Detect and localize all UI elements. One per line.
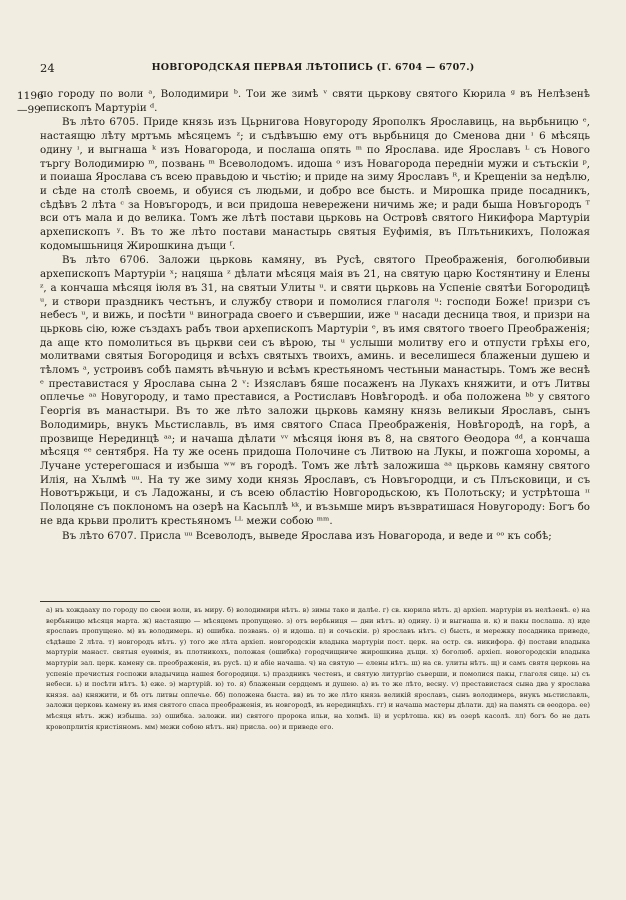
footnote-divider [40,601,160,602]
paragraph: Въ лѣто 6706. Заложи цьрковь камяну, въ Русѣ, святого Преображенія, боголюбивыи архепископъ Мартурiи ˣ; нацяша ᶻ дѣлати мѣсяця маія въ 21, на святую царю Костянтину и Елены ᶻ, а кончаша мѣсяця iюля въ 31, на святыи Улиты ᵘ. и святи цьрковь на Успеніе святѣи Богородицѣ ᵘ, и створи праздникъ честьнъ, и службу створи и помолися глаголя ᵘ: господи Боже! призри съ небесъ ᵘ, и вижь, и посѣти ᵘ винограда своего и съвершии, иже ᵘ насади десница твоя, и призри на цьрковь сію, юже създахъ рабъ твои архепископъ Мартурiи ᵉ, въ имя святого твоего Преображенія; да аще кто помолиться въ цьркви сеи съ вѣрою, ты ᵘ услыши молитву его и отпусти грѣхы его, молитвами святыя Богородиця и всѣхъ святыхъ твоихъ, аминь. и веселишеся блаженыи душею и тѣломъ ᵃ, устроивъ собѣ память вѣчьную и всѣмъ крестьяномъ честьныи манастырь. Томъ же веснѣ ᵉ преставистася у Ярослава сына 2 ᵛ: Изяславъ бяше посаженъ на Лукахъ княжити, и отъ Литвы оплечье ᵃᵃ Новугороду, и тамо преставися, а Ростиславъ Новѣгородѣ. и оба положена ᵇᵇ у святого Георгія въ манастыри. Въ то же лѣто заложи цьрковь камяну князь великыи Ярославъ, сынъ Володимирь, внукъ Мьстиславль, въ имя святого Спаса Преображенія, Новѣгородѣ, на горѣ, а прозвище Нерединцѣ ᵃᵃ; и начаша дѣлати ᵛᵛ мѣсяця iюня въ 8, на святого Ѳеодора ᵈᵈ, а кончаша мѣсяця ᵉᵉ сентября. На ту же осень придоша Полочине съ Литвою на Лукы, и пожгоша хоромы, а Лучане устерегошася и избыша ʷʷ въ городѣ. Томъ же лѣтѣ заложиша ᵃᵃ цьрковь камяну святого Илія, на Хълмѣ ᵘᵘ. На ту же зиму ходи князь Ярославъ, съ Новъгородци, и съ Плъсковици, и съ Новотържьци, и съ Ладожаны, и съ всею областію Новгородьскою, къ Полотьску; и устрѣтоша ᶦᶦ Полоцяне съ поклономъ на озерѣ на Касьплѣ ᵏᵏ, и възьмше миръ възвратишася Новугороду: Богъ бо не вда крьви пролитъ крестьяномъ ᴸᴸ межи собою ᵐᵐ. [40,254,590,527]
page-number: 24 [40,61,55,75]
page-header [40,61,586,77]
chronicle-text [40,88,590,544]
paragraph: Въ лѣто 6707. Присла ᵘᵘ Всеволодъ, выведе Ярослава изъ Новагорода, и веде и ᵒᵒ къ собѣ; [62,529,552,542]
footnotes: а) нъ хождааху по городу по своеи воли, въ миру. б) володимири нѣтъ. в) зимы тако и далѣе. г) св. кюрила нѣтъ. д) архіеп. мартурiи въ нелѣзенѣ. е) на вербьницю мѣсяця марта. ж) настаящю — мѣсяцемъ пропущено. з) отъ вербьниця — дни нѣтъ. и) одину. і) и выгнаша и. к) и пакы послаша. л) иде ярославъ пропущено. м) въ володимерь. н) ошибка. позванъ. о) и идоша. п) и сочьскiи. р) ярославъ нѣтъ. с) бысть, и мережку посадника приведе, сѣдѣвше 2 лѣта. т) новгородъ нѣтъ. у) того же лѣта архіеп. новгородскiи владыка мартурiи пост. церк. на остр. св. никифора. ф) постави владыка мартурiи манаст. святыя еуѳимія, въ плотникохъ, положая (ошибка) городчищниче жирошкина дъщи. х) боголюб. архіеп. новогородскiи владыка мартурiи зал. церк. камену св. преображенія, въ русѣ. ц) и абіе начаша. ч) на святую — елены нѣтъ. ш) на св. улиты нѣтъ. щ) и самъ святя церковь на успеніе пречистыя госпожи владычица нашея богородици. ъ) праздникъ честенъ, и святую литургiю съверши, и помолися пакы, глаголя сице. ы) съ небеси. ь) и посѣти нѣтъ. ѣ) еже. э) мартурiй. ю) то. я) блаженыи сердцемъ и душею. а) въ то же лѣто, весну. ѵ) преставистася сына два у ярослава князя. аа) княжити, и бѣ отъ литвы оплечье. бб) положена быста. вв) въ то же лѣто князь великiй ярославъ, сынъ володимерь, внукъ мьстиславль, заложи церковь камену въ имя святого спаса преображенія, въ новгородѣ, въ нерединцѣхъ. гг) и начаша мастеры дѣлати. дд) на память св ѳеодора. ее) мѣсяця нѣтъ. жж) избыша. зз) ошибка. заложи. ии) святого пророка ильи, на холмѣ. іі) и усрѣтоша. кк) въ озерѣ касолѣ. лл) богъ бо не дать кровопрлитія кристiяномъ. мм) межи собою нѣтъ. нн) присла. оо) и приведе его. [46,606,590,731]
running-head: НОВГОРОДСКАЯ ПЕРВАЯ ЛѢТОПИСЬ (Г. 6704 — 6707.) [151,62,475,73]
margin-year-range: 1196 —99 [17,90,44,116]
paragraph: Въ лѣто 6705. Приде князь изъ Цьрнигова Новугороду Ярополкъ Ярославиць, на вьрбьницю ᵉ, настаящю лѣту мртъмь мѣсяцемъ ᶻ; и съдѣвъшю ему отъ вьрбьниця до Сменова дни ᶦ 6 мѣсяць одину ᶦ, и выгнаша ᵏ изъ Новагорода, и послаша опять ᵐ по Ярослава. иде Ярославъ ᴸ съ Нового търгу Володимирю ᵐ, позвань ᵐ Всеволодомъ. идоша ᵒ изъ Новагорода передніи мужи и сътьскiи ᵖ, и поиаша Ярослава съ всею правьдою и чьстiю; и приде на зиму Ярославъ ᴿ, и Крещеніи за недѣлю, и сѣде на столѣ своемь, и обуися съ людьми, и добро все бысть. и Мирошка приде посадникъ, сѣдѣвъ 2 лѣта ᶜ за Новъгородъ, и вси придоша невережени ничимь же; и ради быша Новъгородъ ᵀ вси отъ мала и до велика. Томъ же лѣтѣ постави цьрковь на Островѣ святого Никифора Мартурiи архепископъ ʸ. Въ то же лѣто постави манастырь святыя Еуфимiя, въ Плътьникихъ, Положая кодомышьниця Жирошкина дъщи ᶠ. [40,116,590,252]
paragraph: по городу по воли ᵃ, Володимири ᵇ. Тои же зимѣ ᵛ святи цьркову святого Кюрила ᵍ въ Нелѣзенѣ епископъ Мартурiи ᵈ. [40,88,590,114]
